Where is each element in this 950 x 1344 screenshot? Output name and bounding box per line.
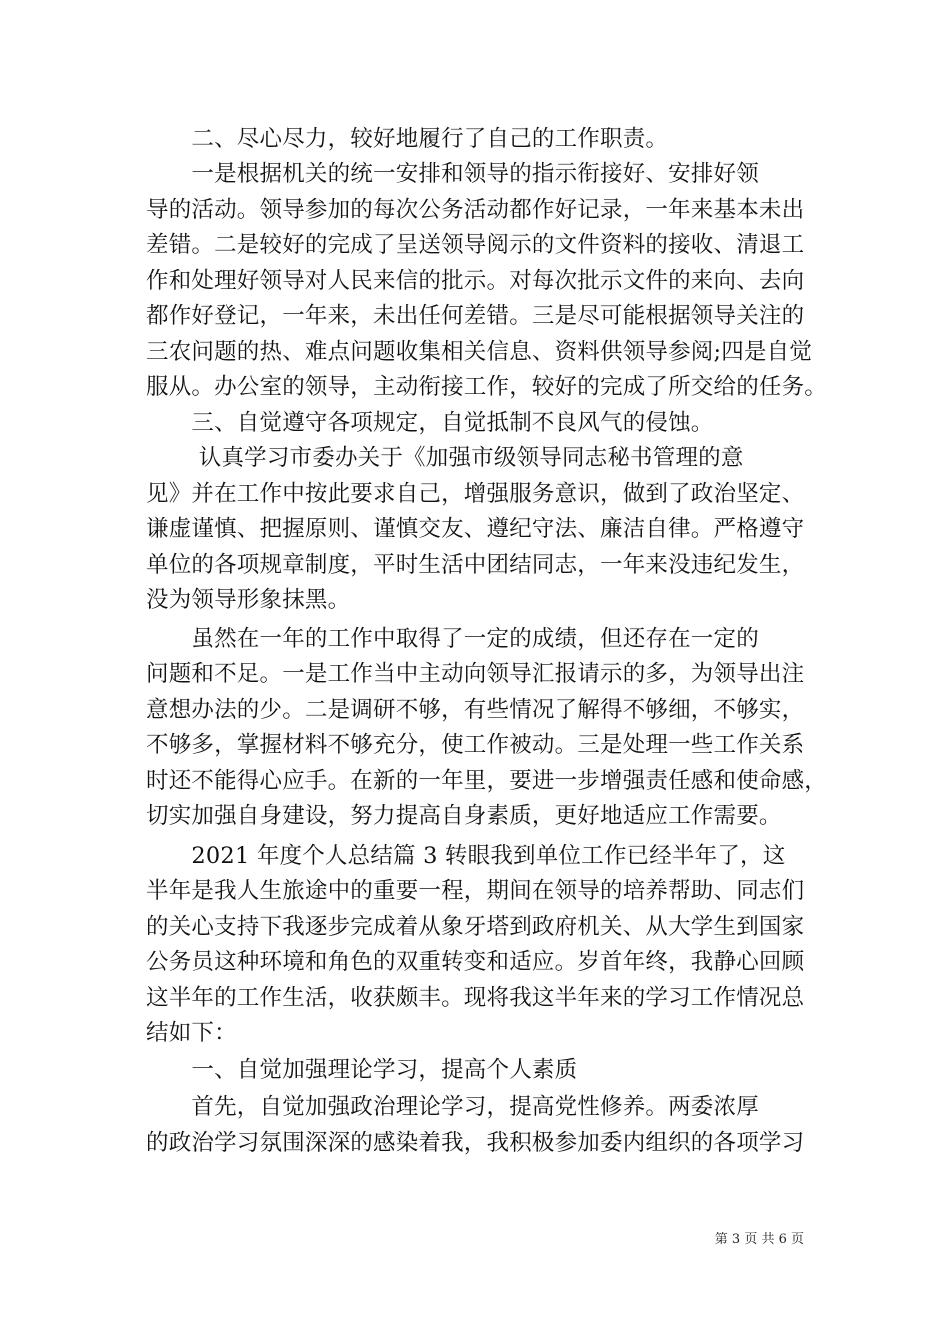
text-line: 首先，自觉加强政治理论学习，提高党性修养。两委浓厚	[146, 1094, 759, 1120]
text-line: 虽然在一年的工作中取得了一定的成绩，但还存在一定的	[146, 626, 759, 652]
text-line: 2021 年度个人总结篇 3 转眼我到单位工作已经半年了，这	[146, 843, 786, 869]
text-line: 见》并在工作中按此要求自己，增强服务意识，做到了政治坚定、	[146, 481, 805, 507]
text-line: 作和处理好领导对人民来信的批示。对每次批示文件的来向、去向	[146, 268, 805, 294]
text-line: 没为领导形象抹黑。	[146, 587, 351, 613]
text-line: 三、自觉遵守各项规定，自觉抵制不良风气的侵蚀。	[146, 410, 714, 436]
text-line: 问题和不足。一是工作当中主动向领导汇报请示的多，为领导出注	[146, 661, 805, 687]
text-line: 谦虚谨慎、把握原则、谨慎交友、遵纪守法、廉洁自律。严格遵守	[146, 516, 805, 542]
text-line: 单位的各项规章制度，平时生活中团结同志，一年来没违纪发生，	[146, 552, 805, 578]
text-line: 都作好登记，一年来，未出任何差错。三是尽可能根据领导关注的	[146, 303, 805, 329]
text-line: 半年是我人生旅途中的重要一程，期间在领导的培养帮助、同志们	[146, 878, 805, 904]
text-line: 结如下：	[146, 1020, 237, 1046]
text-line: 不够多，掌握材料不够充分，使工作被动。三是处理一些工作关系	[146, 732, 805, 758]
text-line: 一、自觉加强理论学习，提高个人素质	[146, 1057, 578, 1083]
text-line: 公务员这种环境和角色的双重转变和适应。岁首年终，我静心回顾	[146, 949, 805, 975]
text-line: 意想办法的少。二是调研不够，有些情况了解得不够细，不够实，	[146, 697, 805, 723]
text-line: 的政治学习氛围深深的感染着我，我积极参加委内组织的各项学习	[146, 1130, 805, 1156]
text-line: 二、尽心尽力，较好地履行了自己的工作职责。	[146, 126, 669, 152]
text-line: 三农问题的热、难点问题收集相关信息、资料供领导参阅;四是自觉	[146, 339, 813, 365]
page-number-footer: 第 3 页 共 6 页	[714, 1232, 804, 1247]
text-line: 这半年的工作生活，收获颇丰。现将我这半年来的学习工作情况总	[146, 985, 805, 1011]
text-line: 一是根据机关的统一安排和领导的指示衔接好、安排好领	[146, 161, 759, 187]
text-line: 服从。办公室的领导，主动衔接工作，较好的完成了所交给的任务。	[146, 374, 828, 400]
text-line: 认真学习市委办关于《加强市级领导同志秘书管理的意	[146, 445, 744, 471]
text-line: 导的活动。领导参加的每次公务活动都作好记录，一年来基本未出	[146, 197, 805, 223]
text-line: 的关心支持下我逐步完成着从象牙塔到政府机关、从大学生到国家	[146, 914, 805, 940]
text-line: 时还不能得心应手。在新的一年里，要进一步增强责任感和使命感，	[146, 768, 828, 794]
text-line: 切实加强自身建设，努力提高自身素质，更好地适应工作需要。	[146, 803, 782, 829]
text-line: 差错。二是较好的完成了呈送领导阅示的文件资料的接收、清退工	[146, 232, 805, 258]
